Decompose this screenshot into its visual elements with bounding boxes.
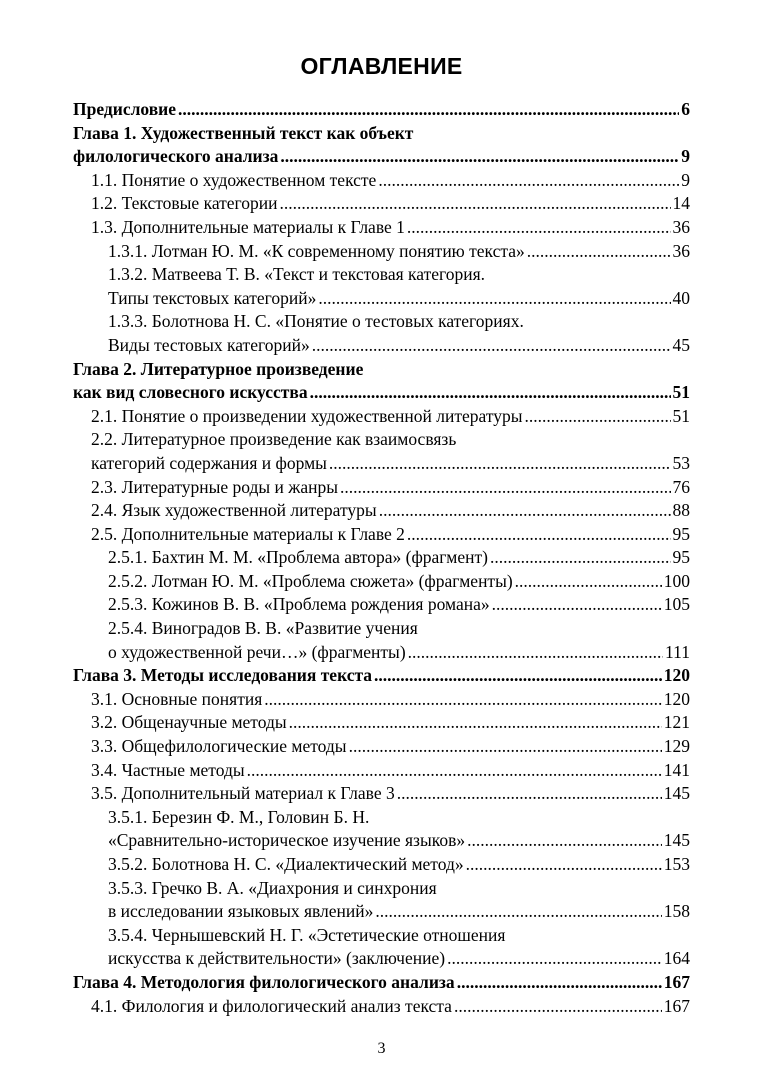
- toc-entry-line: [108, 853, 690, 877]
- toc-entry-page: 53: [672, 452, 690, 473]
- toc-entry: [73, 428, 690, 475]
- toc-entry: [73, 240, 690, 264]
- toc-entry-line: [91, 452, 690, 476]
- toc-entry-page: 36: [672, 240, 690, 261]
- toc-entry-page: 76: [672, 476, 690, 497]
- dot-leader: [375, 900, 661, 924]
- toc-entry-page: 141: [663, 759, 690, 780]
- dot-leader: [349, 735, 662, 759]
- toc-entry-line: [108, 947, 690, 971]
- page-number: 3: [377, 1040, 386, 1057]
- toc-entry-title-line: Глава 2. Литературное произведение: [73, 358, 364, 379]
- dot-leader: [340, 476, 670, 500]
- toc-entry-page: 121: [663, 712, 690, 733]
- dot-leader: [515, 570, 662, 594]
- toc-entry-title: 2.5. Дополнительные материалы к Главе 2: [91, 523, 405, 544]
- dot-leader: [374, 664, 662, 688]
- toc-entry: [73, 971, 690, 995]
- dot-leader: [310, 381, 671, 405]
- toc-entry-line: [73, 381, 690, 405]
- toc-entry-page: 129: [663, 736, 690, 757]
- toc-entry-title: искусства к действительности» (заключение): [108, 948, 446, 969]
- toc-entry-line: [108, 641, 690, 665]
- dot-leader: [466, 853, 662, 877]
- dot-leader: [318, 287, 670, 311]
- dot-leader: [467, 829, 662, 853]
- toc-entry-page: 9: [681, 169, 690, 190]
- dot-leader: [289, 711, 662, 735]
- toc-entry-line: [108, 593, 690, 617]
- toc-entry-line: [91, 711, 690, 735]
- toc-entry-line: [91, 735, 690, 759]
- toc-entry-page: 88: [672, 500, 690, 521]
- toc-entry-line: [91, 782, 690, 806]
- toc-entry: [73, 877, 690, 924]
- toc-entry-title: 1.3. Дополнительные материалы к Главе 1: [91, 216, 405, 237]
- toc-entry-title-line: 3.5.1. Березин Ф. М., Головин Б. Н.: [108, 806, 370, 827]
- dot-leader: [408, 641, 663, 665]
- toc-entry-page: 36: [672, 216, 690, 237]
- toc-entry-line: [108, 287, 690, 311]
- toc-entry-title: 2.5.2. Лотман Ю. М. «Проблема сюжета» (фрагменты): [108, 570, 513, 591]
- toc-entry-line: [91, 688, 690, 712]
- toc-entry: [73, 216, 690, 240]
- toc-entry-page: 95: [672, 523, 690, 544]
- toc-entry-title-line: 3.5.4. Чернышевский Н. Г. «Эстетические отношения: [108, 924, 506, 945]
- dot-leader: [407, 216, 671, 240]
- toc-entry: [73, 499, 690, 523]
- toc-entry-title-line: 3.5.3. Гречко В. А. «Диахрония и синхрония: [108, 877, 437, 898]
- dot-leader: [264, 688, 661, 712]
- toc-entry-title: 1.1. Понятие о художественном тексте: [91, 169, 377, 190]
- toc-entry: [73, 476, 690, 500]
- toc-entry-line: [91, 405, 690, 429]
- toc-entry-page: 100: [663, 570, 690, 591]
- toc-entry-title: 2.5.3. Кожинов В. В. «Проблема рождения романа»: [108, 594, 490, 615]
- toc-entry-line: [73, 98, 690, 122]
- toc-entry-page: 145: [663, 783, 690, 804]
- toc-entry-title: как вид словесного искусства: [73, 382, 308, 403]
- toc-entry: [73, 358, 690, 405]
- toc-entry: [73, 853, 690, 877]
- toc-entry: [73, 98, 690, 122]
- toc-entry-page: 158: [663, 901, 690, 922]
- dot-leader: [490, 546, 671, 570]
- toc-entry-line: [91, 192, 690, 216]
- toc-entry-page: 120: [663, 688, 690, 709]
- dot-leader: [492, 593, 662, 617]
- toc-entry-title: 3.5. Дополнительный материал к Главе 3: [91, 783, 395, 804]
- toc-entry-line: [91, 499, 690, 523]
- toc-entry-title: 4.1. Филология и филологический анализ текста: [91, 995, 452, 1016]
- toc-entry: [73, 711, 690, 735]
- toc-entry-title: 2.1. Понятие о произведении художественной литературы: [91, 405, 523, 426]
- toc-entry-page: 164: [663, 948, 690, 969]
- toc-entry-title: 1.3.1. Лотман Ю. М. «К современному понятию текста»: [108, 240, 525, 261]
- toc-entry-page: 153: [663, 854, 690, 874]
- toc-entry-title-line: Глава 1. Художественный текст как объект: [73, 122, 414, 143]
- toc-entry-title-line: 1.3.3. Болотнова Н. С. «Понятие о тестовых категориях.: [108, 311, 524, 332]
- toc-entry-line: [91, 169, 690, 193]
- toc-entry-title: 2.4. Язык художественной литературы: [91, 500, 377, 521]
- toc-entry-page: 95: [672, 547, 690, 568]
- dot-leader: [454, 995, 662, 1019]
- toc-entry-page: 40: [672, 287, 690, 308]
- dot-leader: [378, 169, 679, 193]
- toc-entry-title: Глава 3. Методы исследования текста: [73, 665, 373, 686]
- toc-entry-title: категорий содержания и формы: [91, 452, 327, 473]
- dot-leader: [247, 759, 662, 783]
- toc-entry-line: [108, 334, 690, 358]
- toc-entry-title: Предисловие: [73, 99, 177, 119]
- toc-entry-title-line: 2.5.4. Виноградов В. В. «Развитие учения: [108, 618, 418, 639]
- toc-entry-line: [91, 523, 690, 547]
- toc-entry-page: 51: [672, 382, 690, 403]
- dot-leader: [178, 98, 679, 122]
- toc-entry-title: 3.3. Общефилологические методы: [91, 736, 347, 757]
- dot-leader: [525, 405, 671, 429]
- toc-entry-title: о художественной речи…» (фрагменты): [108, 641, 406, 662]
- toc-entry-title: 3.1. Основные понятия: [91, 688, 263, 709]
- toc-entry-line: [91, 759, 690, 783]
- toc-entry-title: 1.2. Текстовые категории: [91, 193, 278, 214]
- dot-leader: [329, 452, 671, 476]
- toc-entry-page: 167: [663, 971, 690, 992]
- toc-entry: [73, 782, 690, 806]
- toc-entry-page: 120: [663, 665, 690, 686]
- dot-leader: [407, 523, 671, 547]
- toc-entry-title: 2.3. Литературные роды и жанры: [91, 476, 339, 497]
- toc-entry-line: [108, 570, 690, 594]
- toc-entry: [73, 169, 690, 193]
- toc-entry-line: [91, 216, 690, 240]
- toc-entry-page: 145: [663, 830, 690, 851]
- dot-leader: [280, 145, 679, 169]
- toc-entry-title: Виды тестовых категорий»: [108, 334, 310, 355]
- toc-entry-title: Глава 4. Методология филологического анализа: [73, 971, 455, 992]
- toc-entry-page: 9: [681, 146, 690, 167]
- toc-entry-page: 167: [663, 995, 690, 1016]
- toc-entry: [73, 924, 690, 971]
- dot-leader: [379, 499, 671, 523]
- toc-entry-page: 51: [672, 405, 690, 426]
- toc-entry-title: 3.2. Общенаучные методы: [91, 712, 287, 733]
- toc-entry-line: [91, 476, 690, 500]
- toc-entry: [73, 995, 690, 1019]
- toc-entry: [73, 405, 690, 429]
- toc-entry-title: Типы текстовых категорий»: [108, 287, 317, 308]
- toc-entry-page: 111: [665, 641, 690, 662]
- table-of-contents: [73, 98, 690, 1018]
- toc-entry: [73, 523, 690, 547]
- toc-entry-title: в исследовании языковых явлений»: [108, 901, 374, 922]
- toc-entry-page: 105: [663, 594, 690, 615]
- page-title: ОГЛАВЛЕНИЕ: [300, 53, 463, 79]
- toc-entry-line: [73, 664, 690, 688]
- toc-entry-title: 2.5.1. Бахтин М. М. «Проблема автора» (фрагмент): [108, 547, 488, 568]
- toc-entry: [73, 759, 690, 783]
- dot-leader: [312, 334, 671, 358]
- toc-entry: [73, 617, 690, 664]
- toc-entry-page: 6: [681, 99, 690, 119]
- dot-leader: [527, 240, 671, 264]
- toc-entry: [73, 688, 690, 712]
- toc-entry-line: [108, 240, 690, 264]
- toc-entry: [73, 122, 690, 169]
- toc-entry: [73, 593, 690, 617]
- toc-entry-line: [73, 145, 690, 169]
- toc-entry: [73, 806, 690, 853]
- toc-entry-line: [108, 829, 690, 853]
- toc-entry: [73, 192, 690, 216]
- toc-entry-page: 45: [672, 334, 690, 355]
- dot-leader: [457, 971, 662, 995]
- toc-entry: [73, 735, 690, 759]
- toc-entry: [73, 546, 690, 570]
- toc-entry-title-line: 2.2. Литературное произведение как взаимосвязь: [91, 429, 457, 450]
- dot-leader: [447, 947, 662, 971]
- toc-entry-line: [73, 971, 690, 995]
- toc-entry: [73, 263, 690, 310]
- toc-entry-title-line: 1.3.2. Матвеева Т. В. «Текст и текстовая категория.: [108, 264, 486, 285]
- toc-entry: [73, 664, 690, 688]
- toc-entry-title: 3.4. Частные методы: [91, 759, 245, 780]
- toc-entry-title: «Сравнительно-историческое изучение языков»: [108, 830, 466, 851]
- toc-entry-page: 14: [672, 193, 690, 214]
- toc-entry: [73, 570, 690, 594]
- toc-entry-title: филологического анализа: [73, 146, 279, 167]
- toc-entry-title: 3.5.2. Болотнова Н. С. «Диалектический метод»: [108, 854, 464, 874]
- toc-entry: [73, 310, 690, 357]
- dot-leader: [397, 782, 662, 806]
- toc-entry-line: [91, 995, 690, 1019]
- toc-entry-line: [108, 900, 690, 924]
- toc-entry-line: [108, 546, 690, 570]
- dot-leader: [280, 192, 671, 216]
